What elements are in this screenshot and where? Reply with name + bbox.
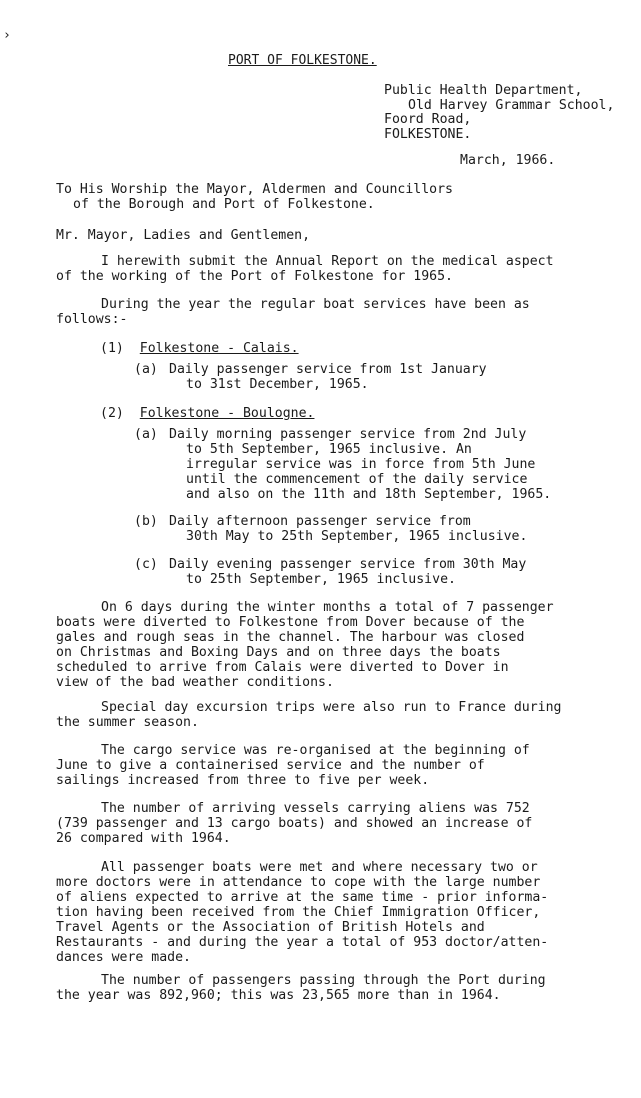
para-line: 26 compared with 1964.: [56, 831, 231, 846]
item-line: Daily morning passenger service from 2nd July: [169, 427, 527, 442]
para-line: follows:-: [56, 312, 128, 327]
route-number: (2): [100, 406, 124, 421]
item-line: to 31st December, 1965.: [186, 377, 369, 392]
document-title: [228, 53, 377, 68]
excursion-paragraph: [56, 700, 616, 730]
item-label: (c): [134, 557, 158, 572]
service-item-2b: [134, 514, 574, 544]
para-line: on Christmas and Boxing Days and on three days the boats: [56, 645, 501, 660]
para-line: more doctors were in attendance to cope with the large number: [56, 875, 541, 890]
para-line: the year was 892,960; this was 23,565 more than in 1964.: [56, 988, 501, 1003]
para-line: boats were diverted to Folkestone from Dover because of the: [56, 615, 525, 630]
para-line: dances were made.: [56, 950, 191, 965]
addressee: [56, 182, 616, 212]
address-line: Foord Road,: [384, 112, 472, 127]
para-line: Special day excursion trips were also run to France during: [101, 700, 562, 715]
para-line: The number of passengers passing through the Port during: [101, 973, 546, 988]
service-item-2c: [134, 557, 574, 587]
sender-address: [384, 84, 614, 142]
route-name: Folkestone - Calais.: [139, 341, 299, 356]
address-line: FOLKESTONE.: [384, 126, 472, 142]
item-label: (b): [134, 514, 158, 529]
item-line: Daily passenger service from 1st January: [169, 362, 487, 377]
cargo-paragraph: [56, 743, 616, 788]
para-line: Restaurants - and during the year a total of 953 doctor/atten-: [56, 935, 549, 950]
aliens-paragraph: [56, 801, 616, 846]
addressee-line: To His Worship the Mayor, Aldermen and Councillors: [56, 182, 453, 197]
item-label: (a): [134, 427, 158, 442]
para-line: All passenger boats were met and where necessary two or: [101, 860, 538, 875]
item-line: 30th May to 25th September, 1965 inclusive.: [186, 529, 528, 544]
addressee-line: of the Borough and Port of Folkestone.: [73, 197, 375, 212]
diverted-paragraph: [56, 600, 616, 690]
para-line: The number of arriving vessels carrying aliens was 752: [101, 801, 530, 816]
item-line: until the commencement of the daily service: [186, 472, 528, 487]
route-name: Folkestone - Boulogne.: [139, 406, 315, 421]
margin-mark: ›: [3, 28, 11, 43]
route-heading-1: [100, 341, 299, 356]
doctors-paragraph: [56, 860, 616, 965]
item-line: Daily afternoon passenger service from: [169, 514, 471, 529]
item-label: (a): [134, 362, 158, 377]
service-item-1a: [134, 362, 574, 392]
para-line: On 6 days during the winter months a total of 7 passenger: [101, 600, 554, 615]
item-line: to 5th September, 1965 inclusive. An: [186, 442, 472, 457]
passengers-paragraph: [56, 973, 616, 1003]
route-number: (1): [100, 341, 124, 356]
para-line: of the working of the Port of Folkestone for 1965.: [56, 269, 453, 284]
letter-date: March, 1966.: [460, 153, 556, 168]
para-line: Travel Agents or the Association of British Hotels and: [56, 920, 485, 935]
address-line: Old Harvey Grammar School,: [408, 97, 615, 113]
route-heading-2: [100, 406, 314, 421]
para-line: I herewith submit the Annual Report on the medical aspect: [101, 254, 554, 269]
para-line: (739 passenger and 13 cargo boats) and showed an increase of: [56, 816, 533, 831]
service-item-2a: [134, 427, 574, 502]
services-intro: [56, 297, 616, 327]
para-line: gales and rough seas in the channel. The harbour was closed: [56, 630, 525, 645]
item-line: to 25th September, 1965 inclusive.: [186, 572, 456, 587]
para-line: scheduled to arrive from Calais were diverted to Dover in: [56, 660, 509, 675]
item-line: and also on the 11th and 18th September, 1965.: [186, 487, 552, 502]
intro-paragraph: [56, 254, 616, 284]
para-line: During the year the regular boat services have been as: [101, 297, 530, 312]
para-line: June to give a containerised service and the number of: [56, 758, 485, 773]
para-line: sailings increased from three to five per week.: [56, 773, 430, 788]
para-line: the summer season.: [56, 715, 199, 730]
address-line: Public Health Department,: [384, 83, 583, 98]
para-line: view of the bad weather conditions.: [56, 675, 334, 690]
para-line: The cargo service was re-organised at the beginning of: [101, 743, 530, 758]
para-line: tion having been received from the Chief Immigration Officer,: [56, 905, 541, 920]
para-line: of aliens expected to arrive at the same time - prior informa-: [56, 890, 549, 905]
salutation: Mr. Mayor, Ladies and Gentlemen,: [56, 228, 311, 243]
title-text: PORT OF FOLKESTONE.: [228, 53, 377, 68]
item-line: irregular service was in force from 5th June: [186, 457, 536, 472]
item-line: Daily evening passenger service from 30th May: [169, 557, 527, 572]
